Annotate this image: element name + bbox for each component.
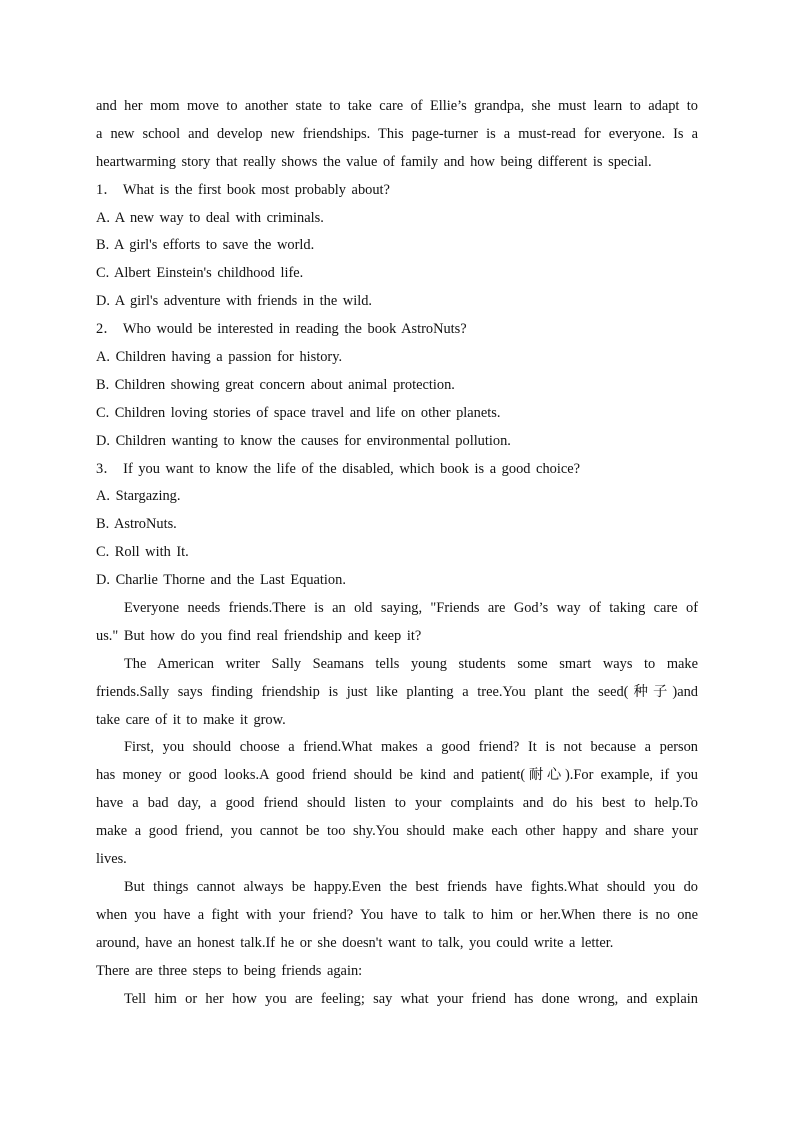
question-2-option-a: A. Children having a passion for history. — [96, 349, 343, 366]
passage-line: Tell him or her how you are feeling; say what your friend has done wrong, and explain — [124, 990, 698, 1007]
passage-line: friends.Sally says finding friendship is just like planting a tree.You plant the seed(种子)and — [96, 683, 698, 700]
passage-line: have a bad day, a good friend should listen to your complaints and do his best to help.To — [96, 795, 698, 812]
question-3-option-d: D. Charlie Thorne and the Last Equation. — [96, 572, 346, 589]
passage-line: us." But how do you find real friendship and keep it? — [96, 627, 422, 644]
passage-line: There are three steps to being friends again: — [96, 962, 363, 979]
passage-line: has money or good looks.A good friend should be kind and patient(耐心).For example, if you — [96, 767, 698, 784]
question-3-option-a: A. Stargazing. — [96, 488, 181, 505]
passage-line: The American writer Sally Seamans tells young students some smart ways to make — [124, 655, 698, 672]
question-1-option-b: B. A girl's efforts to save the world. — [96, 237, 315, 254]
passage-line: a new school and develop new friendships. This page-turner is a must-read for everyone. Is a — [96, 125, 698, 142]
question-2-option-b: B. Children showing great concern about animal protection. — [96, 376, 455, 393]
question-1-option-d: D. A girl's adventure with friends in the wild. — [96, 293, 372, 310]
question-3-option-c: C. Roll with It. — [96, 544, 189, 561]
question-2-option-c: C. Children loving stories of space travel and life on other planets. — [96, 404, 501, 421]
passage-line: make a good friend, you cannot be too shy.You should make each other happy and share your — [96, 823, 698, 840]
question-1-option-c: C. Albert Einstein's childhood life. — [96, 265, 304, 282]
passage-line: take care of it to make it grow. — [96, 711, 286, 728]
question-3-option-b: B. AstroNuts. — [96, 516, 177, 533]
question-3-stem: 3． If you want to know the life of the disabled, which book is a good choice? — [96, 460, 580, 477]
passage-line: around, have an honest talk.If he or she doesn't want to talk, you could write a letter. — [96, 934, 614, 951]
document-page — [96, 93, 698, 1013]
passage-line: and her mom move to another state to take care of Ellie’s grandpa, she must learn to adapt to — [96, 98, 698, 114]
passage-line: But things cannot always be happy.Even the best friends have fights.What should you do — [124, 878, 698, 895]
passage-line: Everyone needs friends.There is an old saying, "Friends are God’s way of taking care of — [124, 600, 698, 617]
passage-line: heartwarming story that really shows the value of family and how being different is special. — [96, 153, 652, 170]
question-1-stem: 1． What is the first book most probably about? — [96, 181, 390, 198]
question-1-option-a: A. A new way to deal with criminals. — [96, 209, 324, 226]
passage-line: lives. — [96, 851, 127, 868]
passage-line: when you have a fight with your friend? You have to talk to him or her.When there is no one — [96, 906, 698, 923]
question-2-stem: 2． Who would be interested in reading the book AstroNuts? — [96, 321, 467, 338]
question-2-option-d: D. Children wanting to know the causes for environmental pollution. — [96, 432, 511, 449]
passage-line: First, you should choose a friend.What makes a good friend? It is not because a person — [124, 739, 698, 756]
